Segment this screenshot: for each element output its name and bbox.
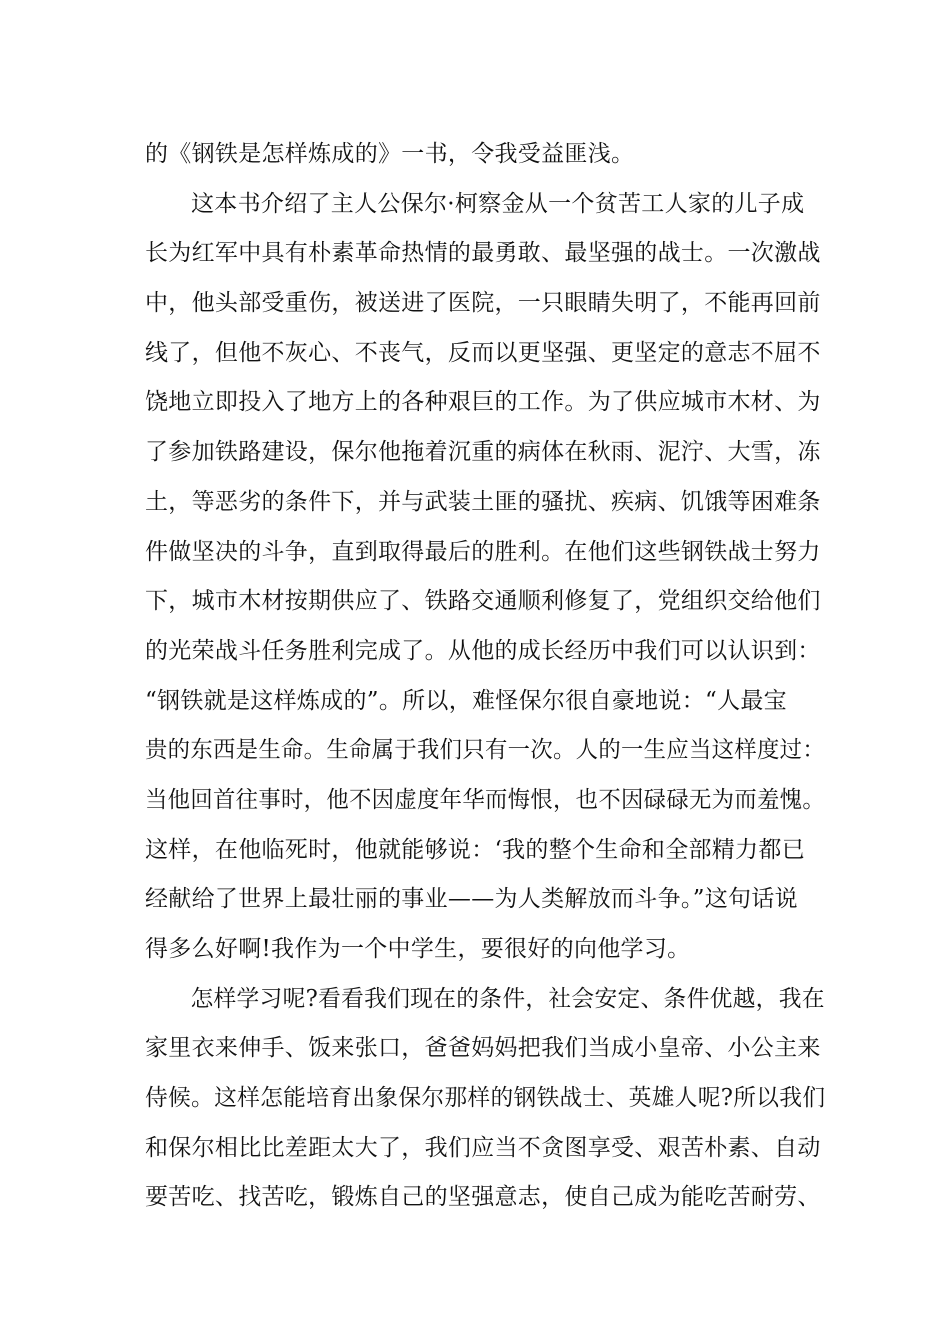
text-line: 长为红军中具有朴素革命热情的最勇敢、最坚强的战士。一次激战 [145, 240, 821, 267]
text-line: “钢铁就是这样炼成的”。所以，难怪保尔很自豪地说：“人最宝 [145, 687, 787, 714]
text-line: 侍候。这样怎能培育出象保尔那样的钢铁战士、英雄人呢?所以我们 [145, 1085, 826, 1112]
text-line: 家里衣来伸手、饭来张口，爸爸妈妈把我们当成小皇帝、小公主来 [145, 1035, 821, 1062]
text-line: 了参加铁路建设，保尔他拖着沉重的病体在秋雨、泥泞、大雪，冻 [145, 439, 821, 466]
text-line: 怎样学习呢?看看我们现在的条件，社会安定、条件优越，我在 [190, 985, 825, 1012]
text-line: 要苦吃、找苦吃，锻炼自己的坚强意志，使自己成为能吃苦耐劳、 [145, 1184, 821, 1211]
text-line: 当他回首往事时，他不因虚度年华而悔恨，也不因碌碌无为而羞愧。 [145, 786, 825, 813]
text-line: 饶地立即投入了地方上的各种艰巨的工作。为了供应城市木材、为 [145, 389, 821, 416]
text-line: 线了，但他不灰心、不丧气，反而以更坚强、更坚定的意志不屈不 [145, 339, 821, 366]
text-line: 下，城市木材按期供应了、铁路交通顺利修复了，党组织交给他们 [145, 588, 821, 615]
text-line: 得多么好啊!我作为一个中学生，要很好的向他学习。 [145, 936, 691, 962]
text-line: 这本书介绍了主人公保尔·柯察金从一个贫苦工人家的儿子成 [191, 190, 805, 217]
text-line: 贵的东西是生命。生命属于我们只有一次。人的一生应当这样度过： [145, 737, 825, 764]
text-line: 的《钢铁是怎样炼成的》一书，令我受益匪浅。 [145, 141, 635, 167]
text-line: 这样，在他临死时，他就能够说：‘我的整个生命和全部精力都已 [145, 836, 806, 863]
text-line: 经献给了世界上最壮丽的事业——为人类解放而斗争。”这句话说 [145, 886, 798, 913]
text-line: 的光荣战斗任务胜利完成了。从他的成长经历中我们可以认识到： [145, 637, 821, 664]
text-line: 土，等恶劣的条件下，并与武装土匪的骚扰、疾病、饥饿等困难条 [145, 488, 821, 515]
text-line: 中，他头部受重伤，被送进了医院，一只眼睛失明了，不能再回前 [145, 290, 821, 317]
text-line: 件做坚决的斗争，直到取得最后的胜利。在他们这些钢铁战士努力 [145, 538, 821, 565]
body-text [145, 130, 825, 1223]
text-line: 和保尔相比比差距太大了，我们应当不贪图享受、艰苦朴素、自动 [145, 1134, 821, 1161]
